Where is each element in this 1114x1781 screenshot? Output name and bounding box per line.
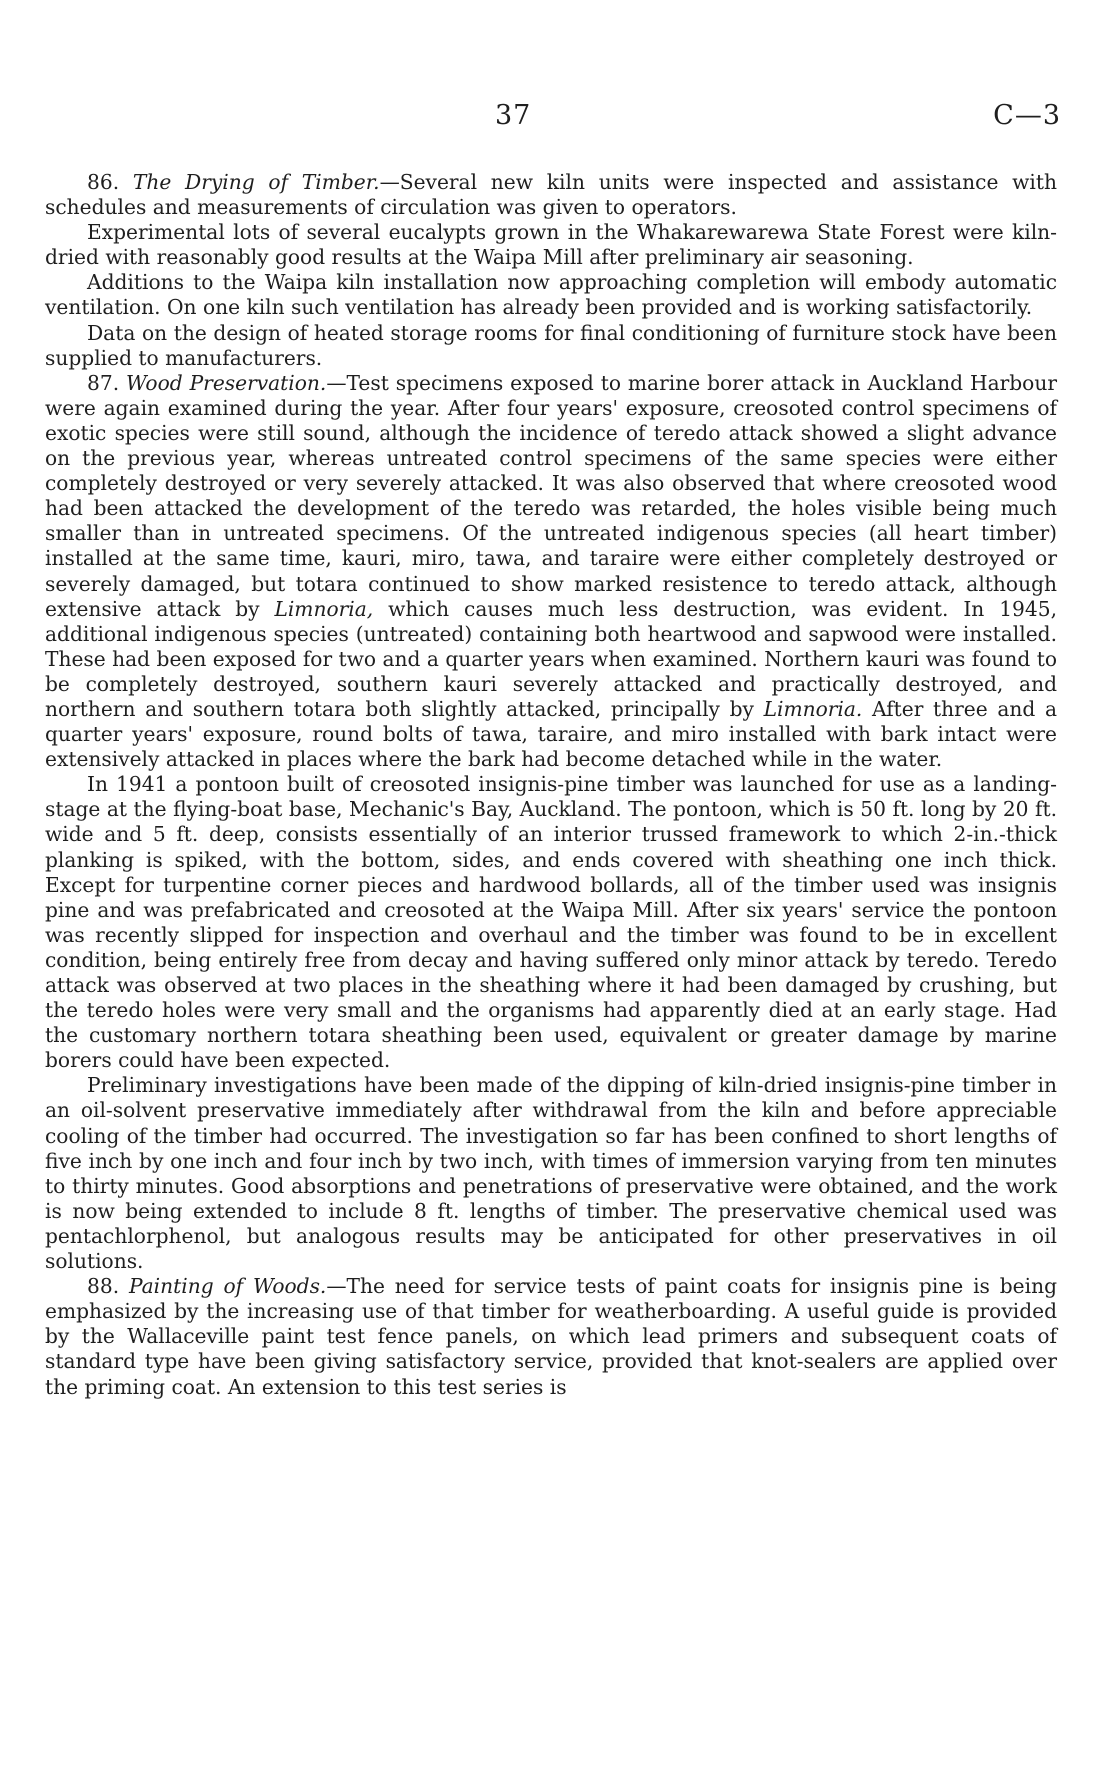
section-number: 88.	[87, 1274, 120, 1299]
section-heading: The Drying of Timber.	[132, 170, 380, 194]
italic-term: Limnoria.	[763, 696, 863, 721]
page-number: 37	[495, 100, 532, 131]
body-text	[45, 170, 1057, 1400]
paragraph-dipping-investigations: Preliminary investigations have been made of the dipping of kiln-dried insignis-pine timber in an oil-solvent preservative immediately after withdrawal from the kiln and before appreciable cooling of the timber had occurred. The investigation so far has been confined to short lengths of five inch by one inch and four inch by two inch, with times of immersion varying from ten minutes to thirty minutes. Good absorptions and penetrations of preservative were obtained, and the work is now being extended to include 8 ft. lengths of timber. The preservative chemical used was pentachlorphenol, but analogous results may be anticipated for other preservatives in oil solutions.	[45, 1073, 1057, 1274]
paragraph-text: After three and a quarter years' exposure, round bolts of tawa, taraire, and miro installed with bark intact were extensively attacked in places where the bark had become detached while in the water.	[45, 696, 1057, 772]
paragraph-storage-rooms: Data on the design of heated storage rooms for final conditioning of furniture stock have been supplied to manufacturers.	[45, 320, 1057, 370]
page-header	[0, 100, 1114, 140]
paragraph-88-painting	[45, 1274, 1057, 1399]
paragraph-pontoon: In 1941 a pontoon built of creosoted insignis-pine timber was launched for use as a landing-stage at the flying-boat base, Mechanic's Bay, Auckland. The pontoon, which is 50 ft. long by 20 ft. wide and 5 ft. deep, consists essentially of an interior trussed framework to which 2-in.-thick planking is spiked, with the bottom, sides, and ends covered with sheathing one inch thick. Except for turpentine corner pieces and hardwood bollards, all of the timber used was insignis pine and was prefabricated and creosoted at the Waipa Mill. After six years' service the pontoon was recently slipped for inspection and overhaul and the timber was found to be in excellent condition, being entirely free from decay and having suffered only minor attack by teredo. Teredo attack was observed at two places in the sheathing where it had been damaged by crushing, but the teredo holes were very small and the organisms had apparently died at an early stage. Had the customary northern totara sheathing been used, equivalent or greater damage by marine borers could have been expected.	[45, 772, 1057, 1073]
document-reference: C—3	[993, 100, 1061, 131]
paragraph-eucalypts: Experimental lots of several eucalypts grown in the Whakarewarewa State Forest were kiln-dried with reasonably good results at the Waipa Mill after preliminary air seasoning.	[45, 220, 1057, 270]
paragraph-86-drying	[45, 170, 1057, 220]
section-number: 87.	[87, 370, 120, 395]
paragraph-text: —Several new kiln units were inspected and assistance with schedules and measurements of circulation was given to operators.	[45, 170, 1057, 220]
paragraph-text: —Test specimens exposed to marine borer attack in Auckland Harbour were again examined during the year. After four years' exposure, creosoted control specimens of exotic species were still sound, although the incidence of teredo attack showed a slight advance on the previous year, whereas untreated control specimens of the same species were either completely destroyed or very severely attacked. It was also observed that where creosoted wood had been attacked the development of the teredo was retarded, the holes visible being much smaller than in untreated specimens. Of the untreated indigenous species (all heart timber) installed at the same time, kauri, miro, tawa, and taraire were either completely destroyed or severely damaged, but totara continued to show marked resistence to teredo attack, although extensive attack by	[45, 370, 1057, 621]
section-heading: Painting of Woods.	[128, 1274, 327, 1299]
italic-term: Limnoria,	[274, 596, 374, 621]
section-heading: Wood Preservation.	[126, 370, 327, 395]
section-number: 86.	[87, 170, 120, 194]
paragraph-text: which causes much less destruction, was evident. In 1945, additional indigenous species (untreated) containing both heartwood and sapwood were installed. These had been exposed for two and a quarter years when examined. Northern kauri was found to be completely destroyed, southern kauri severely attacked and practically destroyed, and northern and southern totara both slightly attacked, principally by	[45, 596, 1057, 721]
paragraph-text: —The need for service tests of paint coats for insignis pine is being emphasized by the increasing use of that timber for weatherboarding. A useful guide is provided by the Wallaceville paint test fence panels, on which lead primers and subsequent coats of standard type have been giving satisfactory service, provided that knot-sealers are applied over the priming coat. An extension to this test series is	[45, 1274, 1057, 1399]
paragraph-kiln-additions: Additions to the Waipa kiln installation now approaching completion will embody automatic ventilation. On one kiln such ventilation has already been provided and is working satisfactorily.	[45, 270, 1057, 320]
paragraph-87-wood-preservation	[45, 371, 1057, 773]
